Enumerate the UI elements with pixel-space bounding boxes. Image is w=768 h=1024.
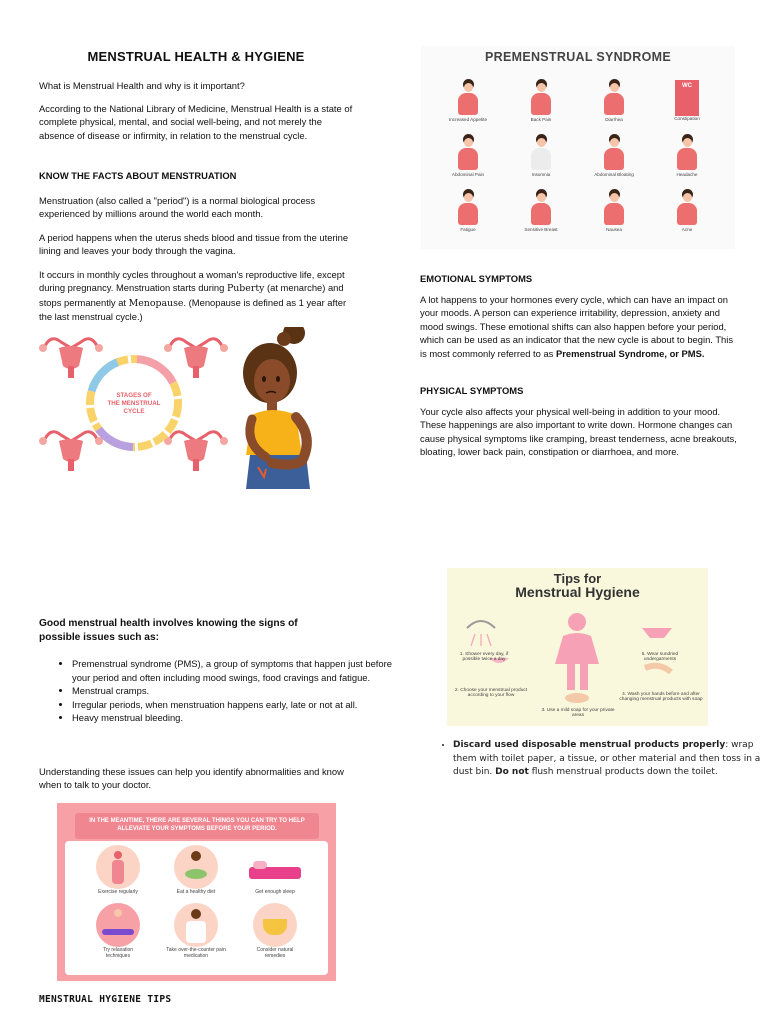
- issues-list: [39, 657, 392, 725]
- pms-symptom-label: Headache: [676, 172, 698, 177]
- emotional-paragraph: A lot happens to your hormones every cycle, which can have an impact on your moods. A person can experience irritability, depression, anxiety and mood swings. These emotional shifts can also happen before your period, which can be used as an indicator that the new cycle is about to begin. This is most commonly referred to as Premenstrual Syndrome, or PMS.: [420, 294, 734, 359]
- pms-symptom-tile: [506, 186, 576, 241]
- pms-symptom-tile: [579, 131, 649, 186]
- tips-banner: IN THE MEANTIME, THERE ARE SEVERAL THINGS YOU CAN TRY TO HELP ALLEVIATE YOUR SYMPTOMS BEFORE YOUR PERIOD.: [75, 813, 319, 839]
- yoga-icon: [96, 903, 140, 947]
- tips-title-1: Tips for: [553, 571, 602, 586]
- toilet-icon: [675, 80, 699, 116]
- tip-4: 4. Wash your hands before and after changing menstrual products with soap: [619, 692, 703, 702]
- understand-paragraph: Understanding these issues can help you identify abnormalities and know when to talk to your doctor.: [39, 766, 344, 791]
- page-title: MENSTRUAL HEALTH & HYGIENE: [87, 49, 305, 64]
- woman-icon: [528, 134, 554, 172]
- tip-remedies: [247, 903, 303, 959]
- period-paragraph: A period happens when the uterus sheds blood and tissue from the uterine lining and leaves your body through the vagina.: [39, 232, 349, 257]
- pms-symptom-label: Diarrhea: [605, 117, 623, 122]
- definition-paragraph: According to the National Library of Medicine, Menstrual Health is a state of complete physical, mental, and social well-being, and not merely the absence of disease or infirmity, in relation to the menstrual cycle.: [39, 103, 353, 141]
- girl-illustration: [243, 327, 310, 489]
- tips-title-2: Menstrual Hygiene: [515, 584, 640, 600]
- tip-label: Eat a healthy diet: [176, 889, 216, 895]
- woman-icon: [601, 134, 627, 172]
- bed-icon: [249, 845, 301, 889]
- pms-symptom-label: Sensitive Breast: [524, 227, 558, 232]
- pms-symptom-grid: [433, 76, 723, 246]
- pms-symptom-tile: [433, 131, 503, 186]
- pms-symptom-tile: [506, 131, 576, 186]
- list-item: • Premenstrual syndrome (PMS), a group of symptoms that happen just before your period and often including mood swings, food cravings and fatigue.: [72, 657, 392, 684]
- pms-symptom-tile: [652, 186, 722, 241]
- stages-illustration: [38, 327, 330, 489]
- tip-1: 1. Shower every day, if possible twice a day: [459, 652, 509, 662]
- list-item: • Heavy menstrual bleeding.: [72, 711, 392, 725]
- physical-heading: PHYSICAL SYMPTOMS: [420, 385, 524, 396]
- intro-question: What is Menstrual Health and why is it important?: [39, 80, 245, 91]
- woman-icon: [455, 79, 481, 117]
- pms-symptom-tile: [579, 76, 649, 131]
- pms-symptom-label: Acne: [681, 227, 693, 232]
- cycle-label-2: THE MENSTRUAL: [107, 400, 161, 407]
- tip-relax: [93, 903, 143, 959]
- physical-paragraph: Your cycle also affects your physical well-being in addition to your mood. These happenings are also important to write down. Hormone changes can cause physical symptoms like cramping, breast tenderness, acne breakouts, bloating, lower back pain, constipation or diarrhoea, and more.: [420, 406, 737, 458]
- uterus-cycle-graphic: [38, 327, 330, 489]
- symptom-tips-infographic: [57, 803, 336, 981]
- pms-symptom-tile: [433, 186, 503, 241]
- hygiene-graphic: [447, 568, 708, 726]
- exercise-icon: [96, 845, 140, 889]
- pms-symptom-label: Nausea: [606, 227, 622, 232]
- tip-exercise: [93, 845, 143, 895]
- tip-label: Exercise regularly: [98, 889, 138, 895]
- woman-icon: [455, 189, 481, 227]
- hygiene-tips-infographic: [447, 568, 708, 726]
- woman-icon: [455, 134, 481, 172]
- facts-heading: KNOW THE FACTS ABOUT MENSTRUATION: [39, 170, 237, 181]
- pms-symptom-label: Insomnia: [531, 172, 551, 177]
- pms-symptom-label: Abdominal Pain: [451, 172, 485, 177]
- tip-sleep: [247, 845, 303, 895]
- pms-infographic: [421, 46, 735, 249]
- pms-symptom-label: Back Pain: [530, 117, 552, 122]
- hygiene-tips-heading: MENSTRUAL HYGIENE TIPS: [39, 994, 172, 1005]
- wc-sign: WC: [682, 83, 692, 89]
- good-health-heading: Good menstrual health involves knowing the signs of possible issues such as:: [39, 618, 298, 643]
- healthy-diet-icon: [174, 845, 218, 889]
- woman-icon: [528, 189, 554, 227]
- tip-2: 2. Choose your menstrual product according to your flow: [454, 688, 528, 698]
- tip-diet: [171, 845, 221, 895]
- pms-symptom-label: Constipation: [674, 116, 700, 121]
- tip-5: 5. Wear sundried undergarments: [641, 652, 679, 662]
- tip-label: Take over-the-counter pain medication: [166, 947, 226, 959]
- cycle-label-1: STAGES OF: [116, 392, 152, 399]
- woman-icon: [674, 189, 700, 227]
- woman-icon: [674, 134, 700, 172]
- pms-title: PREMENSTRUAL SYNDROME: [485, 50, 671, 64]
- cycle-paragraph: It occurs in monthly cycles throughout a woman's reproductive life, except during pregnancy. Menstruation starts during Puberty (at menarche) and stops permanently at Menopause. (Menopause is defined as 1 year after the last menstrual cycle.): [39, 269, 347, 323]
- tip-medication: [165, 903, 227, 959]
- pill-icon: [174, 903, 218, 947]
- cycle-label-3: CYCLE: [123, 408, 145, 415]
- pms-symptom-label: Abdominal Bloating: [594, 172, 634, 177]
- discard-list: [420, 739, 768, 780]
- tea-icon: [253, 903, 297, 947]
- pms-symptom-tile: [652, 131, 722, 186]
- list-item: • Irregular periods, when menstruation happens early, late or not at all.: [72, 698, 392, 712]
- pms-symptom-tile: [506, 76, 576, 131]
- tip-label: Consider natural remedies: [256, 947, 294, 959]
- woman-icon: [601, 79, 627, 117]
- pms-symptom-label: Increased Appetite: [448, 117, 488, 122]
- list-item: • Menstrual cramps.: [72, 684, 392, 698]
- tip-3: 3. Use a mild soap for your private areas: [541, 708, 615, 718]
- woman-icon: [601, 189, 627, 227]
- pms-symptom-tile: [579, 186, 649, 241]
- woman-icon: [528, 79, 554, 117]
- list-item: • Discard used disposable menstrual products properly: wrap them with toilet paper, a tissue, or other material and then toss in a dust bin. Do not flush menstrual products down the toilet.: [453, 739, 768, 780]
- pms-symptom-tile: [652, 76, 722, 131]
- emotional-heading: EMOTIONAL SYMPTOMS: [420, 273, 533, 284]
- pms-symptom-label: Fatigue: [460, 227, 476, 232]
- tip-label: Try relaxation techniques: [102, 947, 134, 959]
- pms-symptom-tile: [433, 76, 503, 131]
- tip-label: Get enough sleep: [255, 889, 295, 895]
- menstruation-paragraph: Menstruation (also called a "period") is a normal biological process experienced by millions around the world each month.: [39, 195, 316, 220]
